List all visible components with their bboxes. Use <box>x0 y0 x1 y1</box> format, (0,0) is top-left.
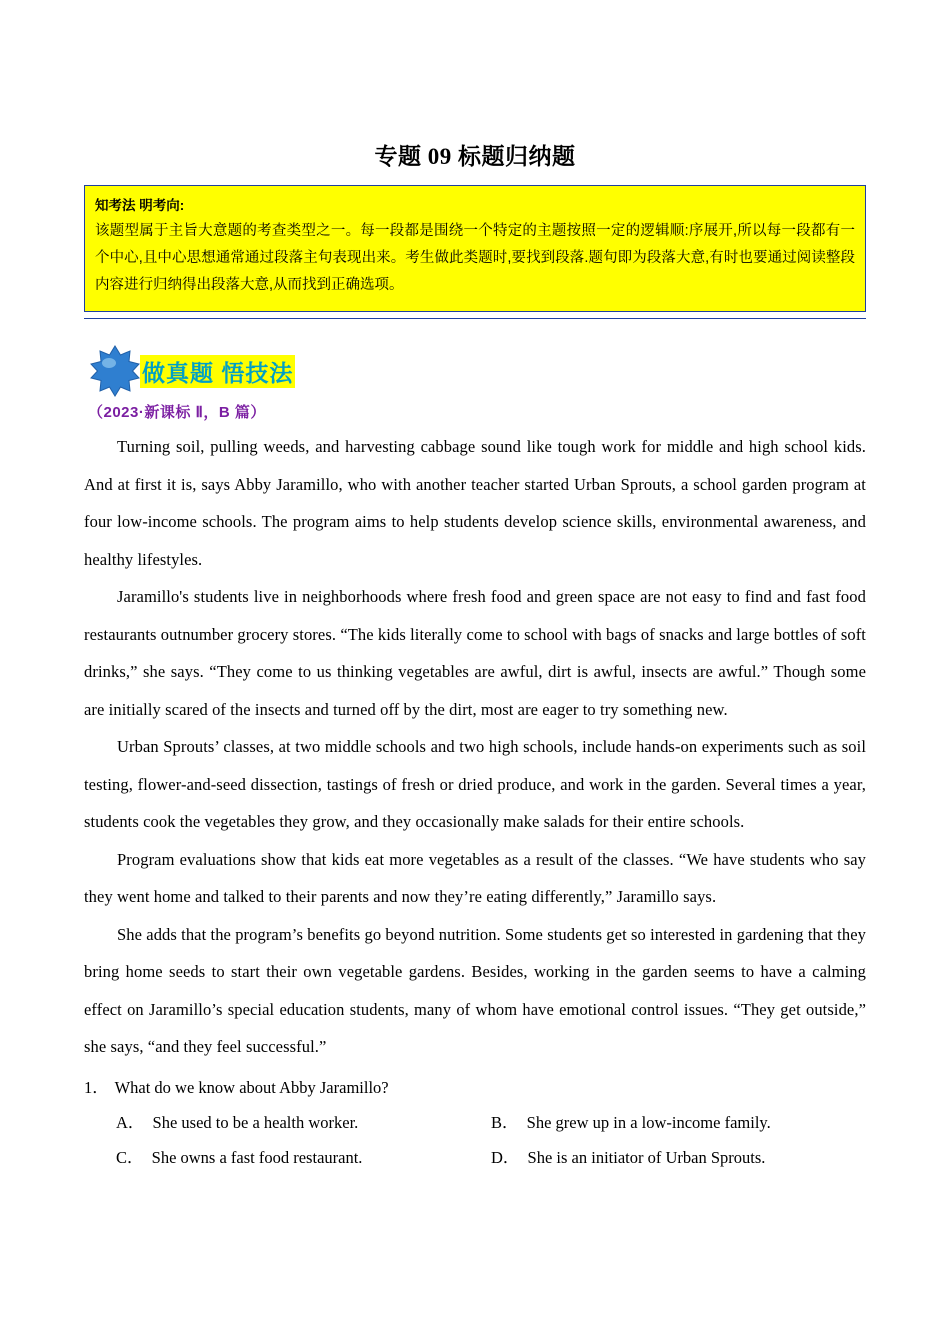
option-c[interactable] <box>116 1140 491 1175</box>
passage-paragraph-1: Turning soil, pulling weeds, and harvesting cabbage sound like tough work for middle and high school kids. And at first it is, says Abby Jaramillo, who with another teacher started Urban Sprouts, a school garden program at four low-income schools. The program aims to help students develop science skills, environmental awareness, and healthy lifestyles. <box>84 437 866 569</box>
question-stem: What do we know about Abby Jaramillo? <box>114 1077 389 1097</box>
option-c-label: C． <box>116 1147 144 1167</box>
option-d-text: She is an initiator of Urban Sprouts. <box>527 1147 766 1167</box>
passage-paragraph-4: Program evaluations show that kids eat more vegetables as a result of the classes. “We have students who say they went home and talked to their parents and now they’re eating differently,” Jaramillo says. <box>84 849 866 906</box>
passage-paragraph-3: Urban Sprouts’ classes, at two middle schools and two high schools, include hands-on experiments such as soil testing, flower-and-seed dissection, tastings of fresh or dried produce, and work in the garden. Several times a year, students cook the vegetables they grow, and they occasionally make salads for their entire schools. <box>84 737 866 831</box>
note-heading: 知考法 明考向: <box>95 198 185 213</box>
option-b[interactable] <box>491 1105 866 1140</box>
page-title: 专题 09 标题归纳题 <box>374 144 576 169</box>
star-burst-icon <box>84 345 146 397</box>
option-d[interactable] <box>491 1140 866 1175</box>
question-1 <box>84 1070 866 1105</box>
note-body: 该题型属于主旨大意题的考查类型之一。每一段都是围绕一个特定的主题按照一定的逻辑顺:序展开,所以每一段都有一个中心,且中心思想通常通过段落主句表现出来。考生做此类题时,要找到段落.题句即为段落大意,有时也要通过阅读整段内容进行归纳得出段落大意,从而找到正确选项。 <box>95 223 855 293</box>
option-b-label: B． <box>491 1112 519 1132</box>
option-c-text: She owns a fast food restaurant. <box>151 1147 363 1167</box>
section-header <box>84 345 866 397</box>
section-label: 做真题 悟技法 <box>140 355 295 388</box>
note-bottom-rule <box>84 318 866 319</box>
question-number: 1． <box>84 1077 109 1097</box>
question-1-options <box>84 1105 866 1175</box>
source-citation: （2023·新课标 Ⅱ，B 篇） <box>88 404 266 421</box>
option-d-label: D． <box>491 1147 520 1167</box>
passage-paragraph-2: Jaramillo's students live in neighborhoods where fresh food and green space are not easy to find and fast food restaurants outnumber grocery stores. “The kids literally come to school with bags of snacks and large bottles of soft drinks,” she says. “They come to us thinking vegetables are awful, dirt is awful, insects are awful.” Though some are initially scared of the insects and turned off by the dirt, most are eager to try something new. <box>84 587 866 719</box>
passage-paragraph-5: She adds that the program’s benefits go beyond nutrition. Some students get so interested in gardening that they bring home seeds to start their own vegetable gardens. Besides, working in the garden seems to have a calming effect on Jaramillo’s special education students, many of whom have emotional control issues. “They get outside,” she says, “and they feel successful.” <box>84 924 866 1056</box>
exam-note-box <box>84 185 866 312</box>
option-a-text: She used to be a health worker. <box>152 1112 359 1132</box>
top-spacer <box>84 0 866 138</box>
option-b-text: She grew up in a low-income family. <box>526 1112 771 1132</box>
option-a-label: A． <box>116 1112 145 1132</box>
option-a[interactable] <box>116 1105 491 1140</box>
